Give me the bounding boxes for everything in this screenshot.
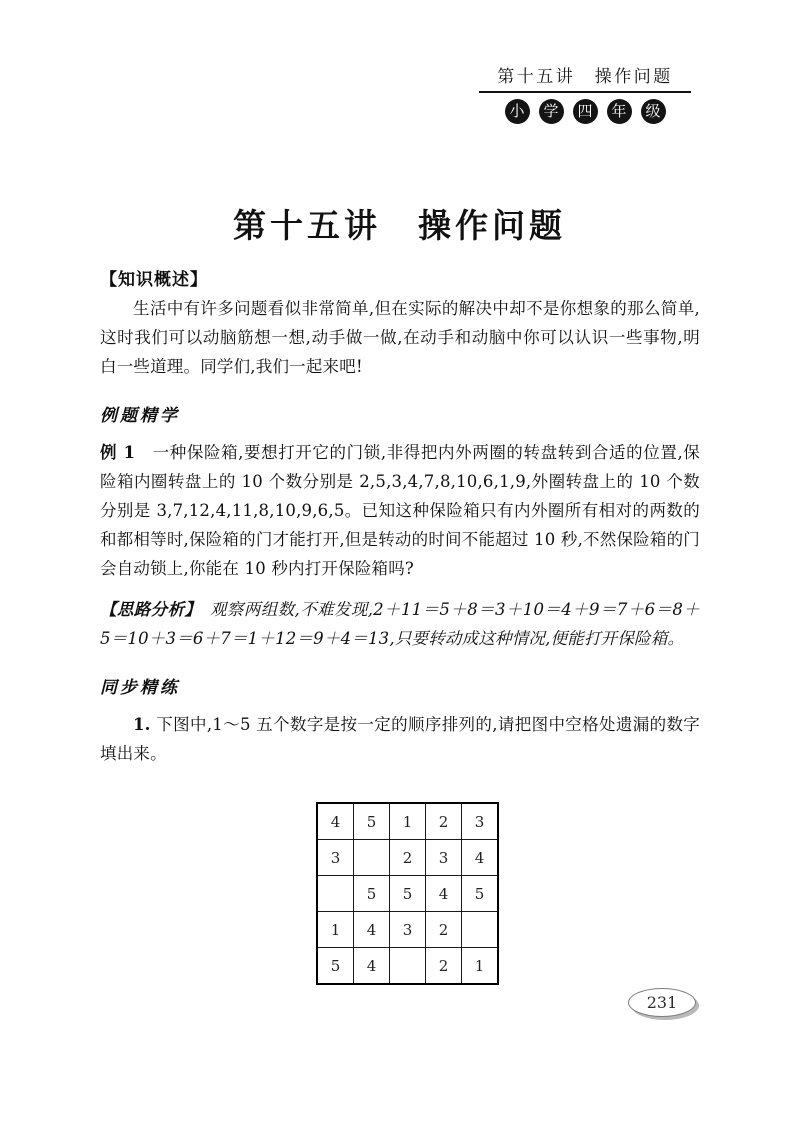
grid-cell[interactable]: [317, 876, 354, 912]
grid-cell[interactable]: 4: [317, 803, 354, 840]
table-row: [317, 803, 498, 840]
grade-chip: 学: [539, 99, 564, 124]
puzzle-grid: [316, 802, 499, 985]
grid-cell[interactable]: [462, 912, 499, 948]
question-1-text: 下图中,1～5 五个数字是按一定的顺序排列的,请把图中空格处遗漏的数字填出来。: [100, 715, 700, 763]
header-divider-rule: [479, 91, 691, 93]
table-row: [317, 912, 498, 948]
grid-cell[interactable]: 4: [462, 840, 499, 876]
grid-cell[interactable]: 3: [390, 912, 426, 948]
overview-label: 【知识概述】: [100, 270, 208, 290]
grid-cell[interactable]: 1: [390, 803, 426, 840]
practice-section-heading: 同步精练: [100, 678, 180, 698]
analysis-label: 【思路分析】: [100, 600, 194, 619]
question-1-number: 1.: [133, 715, 151, 734]
running-header: [440, 62, 730, 124]
spacer: [100, 583, 700, 595]
running-header-title: 第十五讲 操作问题: [497, 67, 673, 87]
spacer: [100, 698, 700, 710]
grid-cell[interactable]: 1: [462, 948, 499, 985]
grid-cell[interactable]: 2: [426, 912, 462, 948]
analysis-paragraph: [100, 595, 700, 653]
grid-cell[interactable]: 2: [390, 840, 426, 876]
grid-cell[interactable]: 5: [354, 876, 390, 912]
grid-cell[interactable]: 3: [426, 840, 462, 876]
grid-cell[interactable]: 5: [462, 876, 499, 912]
overview-paragraph: 生活中有许多问题看似非常简单,但在实际的解决中却不是你想象的那么简单,这时我们可以动脑筋想一想,动手做一做,在动手和动脑中你可以认识一些事物,明白一些道理。同学们,我们一起来吧!: [100, 299, 700, 376]
table-row: [317, 840, 498, 876]
page-number: 231: [628, 988, 696, 1017]
grade-chip-row: [440, 99, 730, 124]
chapter-title: 第十五讲 操作问题: [233, 206, 566, 246]
example-paragraph: [100, 438, 700, 583]
grid-cell[interactable]: 5: [390, 876, 426, 912]
grid-cell[interactable]: 5: [354, 803, 390, 840]
grade-chip: 四: [573, 99, 598, 124]
table-row: [317, 948, 498, 985]
analysis-body-text: 观察两组数,不难发现,2＋11＝5＋8＝3＋10＝4＋9＝7＋6＝8＋5＝10＋3＝6＋7＝1＋12＝9＋4＝13,只要转动成这种情况,便能打开保险箱。: [100, 600, 701, 648]
grid-cell[interactable]: 4: [354, 912, 390, 948]
example-body-text: 一种保险箱,要想打开它的门锁,非得把内外两圈的转盘转到合适的位置,保险箱内圈转盘上的 10 个数分别是 2,5,3,4,7,8,10,6,1,9,外圈转盘上的 10 个数分别是 3,7,12,4,11,8,10,9,6,5。已知这种保险箱只有内外圈所有相对的两数的和都相等时,保险箱的门才能打开,但是转动的时间不能超过 10 秒,不然保险箱的门会自动锁上,你能在 10 秒内打开保险箱吗?: [100, 443, 700, 578]
question-1-paragraph: [100, 710, 700, 768]
spacer: [100, 426, 700, 438]
spacer: [100, 381, 700, 401]
grid-cell[interactable]: 3: [462, 803, 499, 840]
grid-cell[interactable]: 2: [426, 948, 462, 985]
grid-cell[interactable]: 4: [354, 948, 390, 985]
spacer: [100, 653, 700, 673]
grid-cell[interactable]: 1: [317, 912, 354, 948]
grid-cell[interactable]: 3: [317, 840, 354, 876]
grid-cell[interactable]: 5: [317, 948, 354, 985]
grid-cell[interactable]: 4: [426, 876, 462, 912]
grade-chip: 小: [505, 99, 530, 124]
example-section-heading: 例题精学: [100, 406, 180, 426]
table-row: [317, 876, 498, 912]
grade-chip: 年: [607, 99, 632, 124]
page-number-badge: [628, 988, 700, 1021]
grid-cell[interactable]: [354, 840, 390, 876]
grid-cell[interactable]: 2: [426, 803, 462, 840]
page-body: [100, 265, 700, 768]
grid-cell[interactable]: [390, 948, 426, 985]
puzzle-grid-container: [316, 802, 499, 985]
grade-chip: 级: [641, 99, 666, 124]
example-number: 例 1: [100, 443, 136, 462]
